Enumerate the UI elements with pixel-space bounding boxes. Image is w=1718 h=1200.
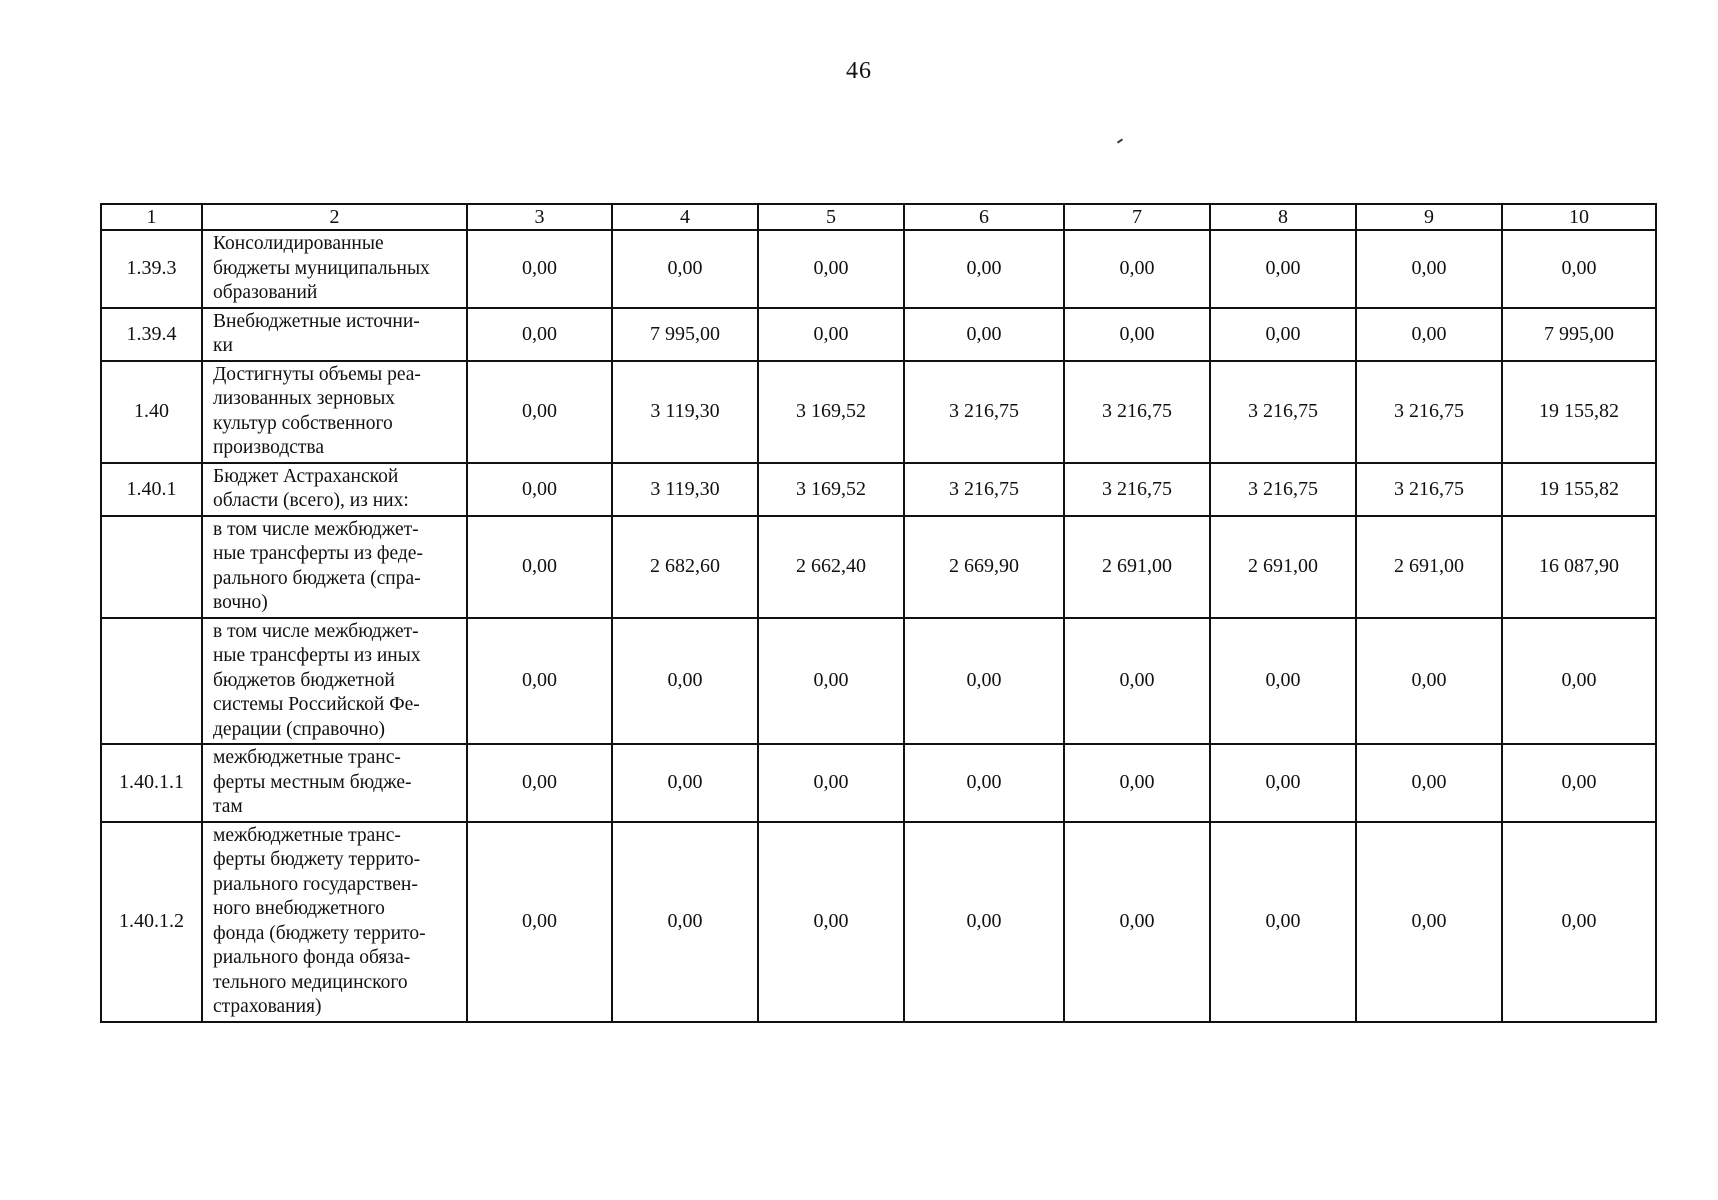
table-row [101,618,1656,745]
column-header: 6 [904,204,1064,230]
scan-mark [1117,138,1123,143]
description-line: межбюджетные транс- [213,824,401,846]
row-code-cell: 1.39.3 [101,230,202,308]
value-cell: 0,00 [467,822,612,1022]
description-line: Бюджет Астраханской [213,465,399,487]
description-line: ферты местным бюдже- [213,771,412,793]
table-header [101,204,1656,230]
value-cell: 0,00 [467,308,612,361]
column-header: 4 [612,204,758,230]
row-code-cell [101,516,202,618]
value-cell: 0,00 [904,618,1064,745]
description-line: в том числе межбюджет- [213,518,419,540]
page-number: 46 [846,58,872,84]
table-row [101,822,1656,1022]
description-line: ферты бюджету террито- [213,849,421,870]
value-cell: 0,00 [1356,618,1502,745]
description-line: межбюджетные транс- [213,747,401,768]
row-description-cell [202,463,467,516]
value-cell: 2 691,00 [1356,516,1502,618]
description-line: лизованных зерновых [213,388,396,409]
description-line: тельного медицинского [213,971,408,993]
description-line: страхования) [213,996,322,1017]
header-row [101,204,1656,230]
description-line: области (всего), из них: [213,490,409,511]
table-row [101,744,1656,822]
row-description-cell [202,308,467,361]
value-cell: 0,00 [1502,744,1656,822]
value-cell: 2 691,00 [1210,516,1356,618]
description-line: бюджеты муниципальных [213,257,430,279]
value-cell: 0,00 [1356,822,1502,1022]
value-cell: 7 995,00 [612,308,758,361]
value-cell: 0,00 [467,463,612,516]
description-line: ного внебюджетного [213,898,385,919]
column-header: 2 [202,204,467,230]
value-cell: 0,00 [612,822,758,1022]
value-cell: 16 087,90 [1502,516,1656,618]
value-cell: 3 216,75 [1356,463,1502,516]
value-cell: 19 155,82 [1502,361,1656,463]
row-code-cell: 1.40.1 [101,463,202,516]
description-line: вочно) [213,592,268,613]
table-row [101,230,1656,308]
value-cell: 3 216,75 [1064,463,1210,516]
description-line: там [213,796,243,817]
row-description-cell [202,744,467,822]
value-cell: 0,00 [904,230,1064,308]
value-cell: 0,00 [1064,822,1210,1022]
value-cell: 3 169,52 [758,361,904,463]
value-cell: 3 216,75 [1064,361,1210,463]
table-row [101,361,1656,463]
value-cell: 3 216,75 [904,361,1064,463]
value-cell: 19 155,82 [1502,463,1656,516]
value-cell: 0,00 [467,230,612,308]
value-cell: 3 169,52 [758,463,904,516]
value-cell: 3 216,75 [1210,463,1356,516]
value-cell: 0,00 [1210,822,1356,1022]
value-cell: 3 216,75 [1356,361,1502,463]
row-code-cell: 1.40.1.2 [101,822,202,1022]
value-cell: 3 119,30 [612,361,758,463]
description-line: культур собственного [213,412,393,434]
value-cell: 0,00 [467,516,612,618]
column-header: 3 [467,204,612,230]
value-cell: 0,00 [904,744,1064,822]
description-line: риального государствен- [213,873,418,895]
description-line: Внебюджетные источни- [213,310,420,332]
column-header: 5 [758,204,904,230]
value-cell: 0,00 [1210,308,1356,361]
description-line: фонда (бюджету террито- [213,922,426,944]
value-cell: 0,00 [758,822,904,1022]
value-cell: 0,00 [1502,230,1656,308]
row-description-cell [202,822,467,1022]
value-cell: 3 216,75 [904,463,1064,516]
value-cell: 0,00 [467,744,612,822]
value-cell: 0,00 [1064,744,1210,822]
value-cell: 2 669,90 [904,516,1064,618]
row-description-cell [202,618,467,745]
description-line: ные трансферты из феде- [213,543,423,564]
value-cell: 0,00 [758,230,904,308]
value-cell: 0,00 [612,618,758,745]
column-header: 9 [1356,204,1502,230]
value-cell: 3 119,30 [612,463,758,516]
value-cell: 0,00 [1502,822,1656,1022]
value-cell: 0,00 [467,361,612,463]
table-row [101,463,1656,516]
value-cell: 0,00 [758,308,904,361]
description-line: Консолидированные [213,233,384,254]
value-cell: 0,00 [1210,744,1356,822]
value-cell: 0,00 [612,744,758,822]
value-cell: 0,00 [1210,230,1356,308]
value-cell: 0,00 [1356,308,1502,361]
column-header: 8 [1210,204,1356,230]
column-header: 7 [1064,204,1210,230]
value-cell: 0,00 [1064,230,1210,308]
description-line: в том числе межбюджет- [213,620,419,642]
value-cell: 0,00 [904,308,1064,361]
description-line: образований [213,282,318,303]
value-cell: 0,00 [612,230,758,308]
budget-table [100,203,1657,1023]
row-code-cell: 1.40.1.1 [101,744,202,822]
value-cell: 0,00 [1064,618,1210,745]
row-code-cell: 1.39.4 [101,308,202,361]
value-cell: 0,00 [904,822,1064,1022]
value-cell: 3 216,75 [1210,361,1356,463]
description-line: ные трансферты из иных [213,645,421,666]
column-header: 10 [1502,204,1656,230]
row-description-cell [202,516,467,618]
row-description-cell [202,230,467,308]
value-cell: 0,00 [1210,618,1356,745]
value-cell: 0,00 [758,744,904,822]
column-header: 1 [101,204,202,230]
value-cell: 0,00 [467,618,612,745]
value-cell: 0,00 [1064,308,1210,361]
value-cell: 2 691,00 [1064,516,1210,618]
description-line: ки [213,335,233,356]
table-row [101,516,1656,618]
value-cell: 0,00 [1356,744,1502,822]
value-cell: 2 662,40 [758,516,904,618]
value-cell: 0,00 [758,618,904,745]
description-line: Достигнуты объемы реа- [213,363,421,385]
row-code-cell: 1.40 [101,361,202,463]
value-cell: 7 995,00 [1502,308,1656,361]
table-row [101,308,1656,361]
value-cell: 0,00 [1356,230,1502,308]
description-line: дерации (справочно) [213,718,385,740]
description-line: риального фонда обяза- [213,947,411,968]
row-code-cell [101,618,202,745]
row-description-cell [202,361,467,463]
value-cell: 2 682,60 [612,516,758,618]
description-line: производства [213,437,325,458]
description-line: рального бюджета (спра- [213,567,421,589]
description-line: бюджетов бюджетной [213,669,395,691]
description-line: системы Российской Фе- [213,694,420,715]
value-cell: 0,00 [1502,618,1656,745]
table-body [101,230,1656,1022]
